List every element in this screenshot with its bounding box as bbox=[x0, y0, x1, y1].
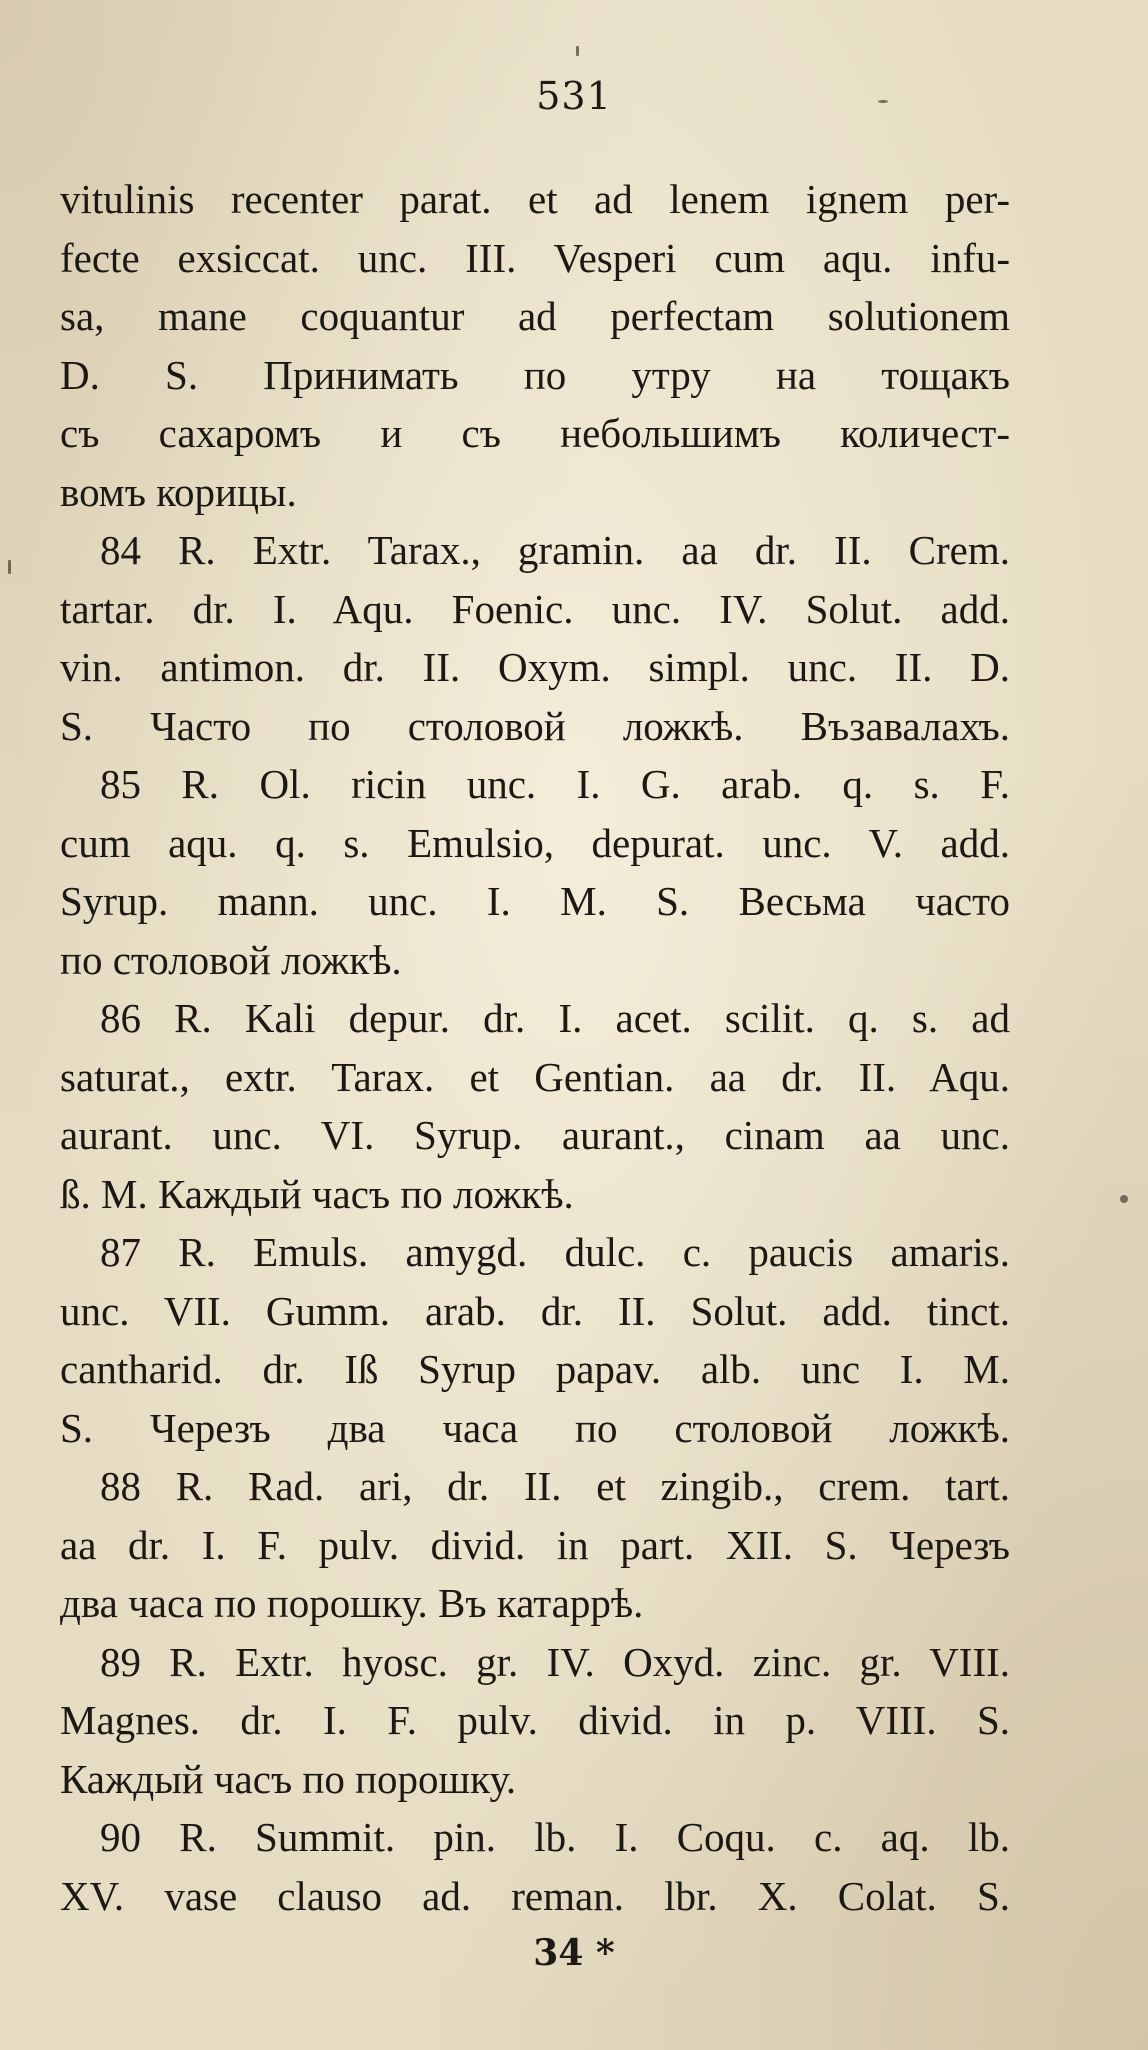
text-line: vitulinis recenter parat. et ad lenem ignem per- bbox=[60, 176, 1010, 222]
text-line: saturat., extr. Tarax. et Gentian. aa dr. II. Aqu. bbox=[60, 1053, 1010, 1100]
text-line: 86 R. Kali depur. dr. I. acet. scilit. q. s. ad bbox=[100, 995, 1010, 1041]
text-line: 85 R. Ol. ricin unc. I. G. arab. q. s. F. bbox=[100, 761, 1010, 807]
text-line: unc. VII. Gumm. arab. dr. II. Solut. add. tinct. bbox=[60, 1287, 1010, 1334]
text-line: cantharid. dr. Iß Syrup papav. alb. unc I. M. bbox=[60, 1346, 1010, 1392]
text-line: sa, mane coquantur ad perfectam solutionem bbox=[60, 293, 1010, 339]
ink-speck bbox=[8, 560, 11, 574]
text-line: два часа по порошку. Въ катаррѣ. bbox=[60, 1580, 644, 1626]
text-line: вомъ корицы. bbox=[60, 468, 297, 515]
text-block bbox=[60, 170, 1010, 1925]
text-line: vin. antimon. dr. II. Oxym. simpl. unc. II. D. bbox=[60, 644, 1010, 690]
text-line: aa dr. I. F. pulv. divid. in part. XII. S. Черезъ bbox=[60, 1521, 1010, 1568]
text-line: ß. M. Каждый часъ по ложкѣ. bbox=[60, 1170, 574, 1217]
text-line: 84 R. Extr. Tarax., gramin. aa dr. II. Crem. bbox=[100, 527, 1010, 573]
text-line: Magnes. dr. I. F. pulv. divid. in p. VIII. S. bbox=[60, 1697, 1010, 1743]
text-line: 89 R. Extr. hyosc. gr. IV. Oxyd. zinc. gr. VIII. bbox=[100, 1638, 1010, 1685]
text-line: D. S. Принимать по утру на тощакъ bbox=[60, 351, 1010, 398]
text-line: съ сахаромъ и съ небольшимъ количест- bbox=[60, 410, 1010, 456]
ink-speck bbox=[576, 46, 579, 56]
ink-speck bbox=[1120, 1195, 1128, 1203]
text-line: S. Часто по столовой ложкѣ. Възавалахъ. bbox=[60, 702, 1010, 749]
ink-speck bbox=[878, 100, 888, 103]
text-line: tartar. dr. I. Aqu. Foenic. unc. IV. Solut. add. bbox=[60, 585, 1010, 632]
text-line: Каждый часъ по порошку. bbox=[60, 1755, 517, 1802]
text-line: XV. vase clauso ad. reman. lbr. X. Colat. S. bbox=[60, 1872, 1010, 1919]
text-line: fecte exsiccat. unc. III. Vesperi cum aqu. infu- bbox=[60, 234, 1010, 281]
text-line: cum aqu. q. s. Emulsio, depurat. unc. V. add. bbox=[60, 819, 1010, 866]
text-line: Syrup. mann. unc. I. M. S. Весьма часто bbox=[60, 878, 1010, 924]
text-line: 90 R. Summit. pin. lb. I. Coqu. c. aq. lb. bbox=[100, 1814, 1010, 1860]
signature-mark: 34 * bbox=[533, 1932, 615, 1974]
text-line: 87 R. Emuls. amygd. dulc. c. paucis amaris. bbox=[100, 1229, 1010, 1275]
text-line: 88 R. Rad. ari, dr. II. et zingib., crem. tart. bbox=[100, 1463, 1010, 1509]
text-line: aurant. unc. VI. Syrup. aurant., cinam aa unc. bbox=[60, 1112, 1010, 1158]
text-line: S. Черезъ два часа по столовой ложкѣ. bbox=[60, 1404, 1010, 1451]
page-number: 531 bbox=[536, 74, 612, 118]
text-line: по столовой ложкѣ. bbox=[60, 936, 402, 983]
